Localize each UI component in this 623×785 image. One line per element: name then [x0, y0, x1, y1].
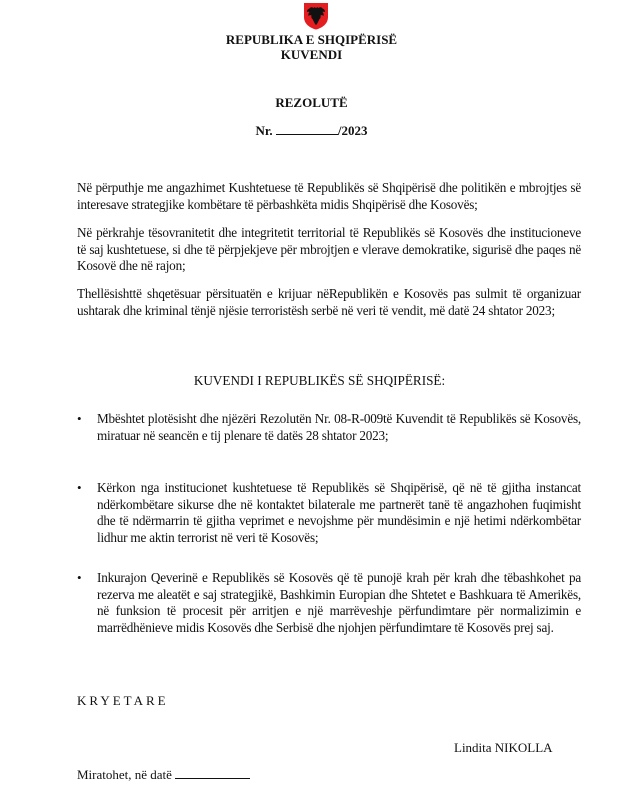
- resolution-item: [77, 411, 581, 444]
- section-title: KUVENDI I REPUBLIKËS SË SHQIPËRISË:: [193, 373, 446, 388]
- number-year: /2023: [337, 123, 368, 138]
- bullet-icon: •: [77, 480, 82, 495]
- resolution-item: [77, 480, 581, 546]
- bullet-icon: •: [77, 570, 82, 585]
- resolution-text: Mbështet plotësisht dhe njëzëri Rezolutën Nr. 08-R-009të Kuvendit të Republikës së Kosovës, miratuar në seancën e tij plenare të datës 28 shtator 2023;: [97, 411, 581, 443]
- approval-date-blank: [175, 766, 250, 779]
- approval-label: Miratohet, në datë: [77, 767, 172, 782]
- preamble-paragraph: Në përkrahje tësovranitetit dhe integritetit territorial të Republikës së Kosovës dhe institucioneve të saj kushtetuese, si dhe të përpjekjeve për mbrojtjen e vlerave demokratike, sigurisë dhe paqes në Kosovë dhe në rajon;: [77, 225, 581, 273]
- number-prefix: Nr.: [255, 123, 273, 138]
- resolution-text: Inkurajon Qeverinë e Republikës së Kosovës që të punojë krah për krah dhe tëbashkohet pa rezerva me aleatët e saj strategjikë, Bashkimin Europian dhe Shtetet e Bashkuara të Amerikës, në funksion të procesit për arritjen e një marrëveshje përfundimtare për normalizimin e marrëdhënieve midis Kosovës dhe Serbisë dhe njohjen përfundimtare të Kosovës prej saj.: [97, 570, 581, 635]
- document-number: [0, 122, 623, 138]
- institution-name: KUVENDI: [280, 47, 343, 62]
- resolution-text: Kërkon nga institucionet kushtetuese të Republikës së Shqipërisë, që në të gjitha instancat ndërkombëtare sikurse dhe në kontaktet bilaterale me partnerët tanë të angazhohen fuqimisht dhe të ndërmarrin të gjitha veprimet e nevojshme për mundësimin e një hetimi ndërkombëtar lidhur me aktin terrorist në veri të Kosovës;: [97, 480, 581, 545]
- albanian-coat-of-arms-icon: [303, 2, 329, 30]
- country-name: REPUBLIKA E SHQIPËRISË: [225, 32, 398, 47]
- bullet-icon: •: [77, 411, 82, 426]
- preamble-paragraph: Në përputhje me angazhimet Kushtetuese të Republikës së Shqipërisë dhe politikën e mbrojtjes së interesave strategjike kombëtare të përbashkëta midis Shqipërisë dhe Kosovës;: [77, 180, 581, 212]
- preamble-paragraph: Thellësishttë shqetësuar përsituatën e krijuar nëRepublikën e Kosovës pas sulmit të organizuar ushtarak dhe kriminal tënjë njësie terroristësh serbë në veri të vendit, më datë 24 shtator 2023;: [77, 286, 581, 318]
- signature-title: KRYETARE: [77, 693, 169, 708]
- document-heading: REZOLUTË: [275, 95, 348, 110]
- signatory-name: Lindita NIKOLLA: [454, 740, 553, 755]
- approval-line: [77, 766, 250, 783]
- number-blank: [276, 122, 338, 135]
- resolution-item: [77, 570, 581, 636]
